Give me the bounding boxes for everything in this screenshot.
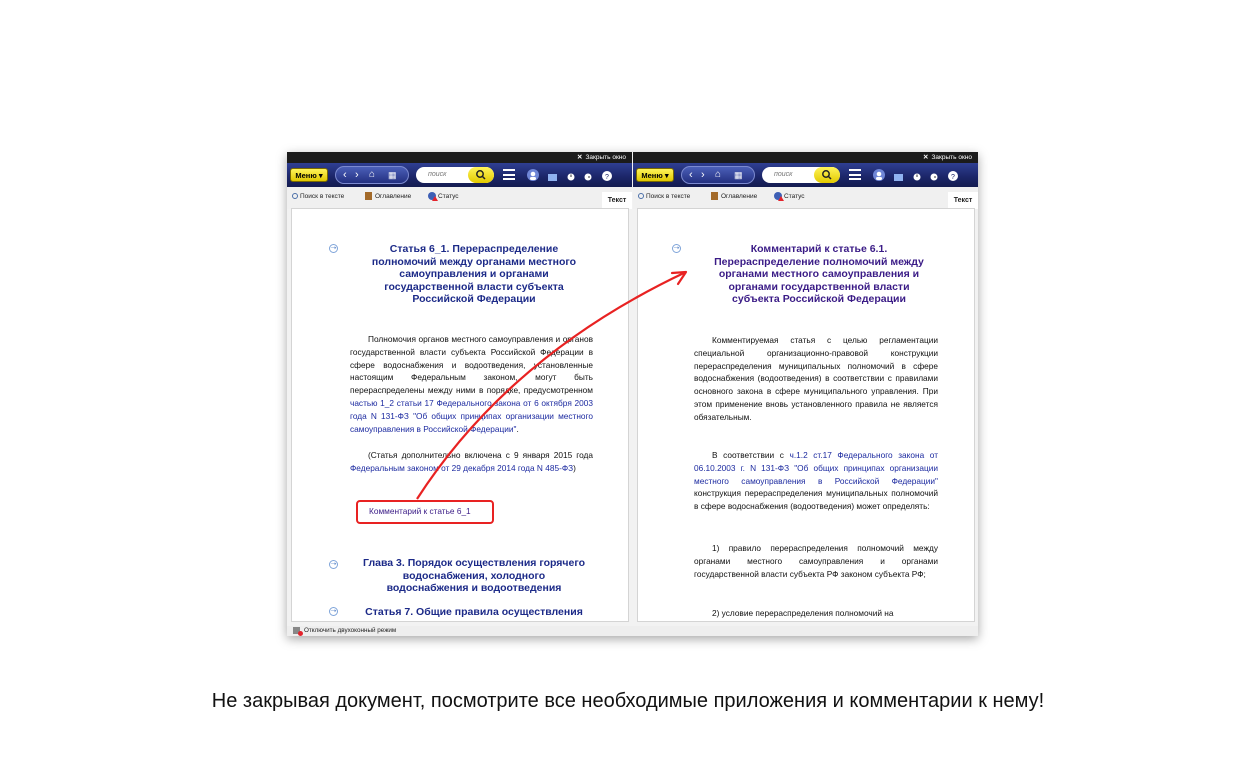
tabs-row xyxy=(287,187,632,209)
status-icon xyxy=(428,192,436,200)
next-article-heading: Статья 7. Общие правила осуществления xyxy=(365,606,583,618)
close-window-bar[interactable] xyxy=(287,152,632,163)
forward-icon[interactable]: › xyxy=(355,169,359,181)
comment-paragraph-2: В соответствии с ч.1.2 ст.17 Федерального закона от 06.10.2003 г. N 131-ФЗ "Об общих принципах организации местного самоуправления в Российской Федерации" конструкция перераспределения муниципальных полномочий в сфере водоснабжения (водоотведения) может определять: xyxy=(694,450,939,512)
menu-button[interactable]: Меню ▾ xyxy=(636,168,674,182)
user-icon[interactable] xyxy=(527,168,539,186)
search-input[interactable]: поиск xyxy=(774,171,793,178)
help-icon[interactable] xyxy=(602,168,612,186)
history-icon[interactable] xyxy=(930,168,938,186)
back-icon[interactable]: ‹ xyxy=(689,169,693,181)
home-icon[interactable]: ⌂ xyxy=(369,169,376,180)
search-input[interactable]: поиск xyxy=(428,171,447,178)
law-link[interactable]: частью 1_2 статьи 17 Федерального закона от 6 октября 2003 года N 131-ФЗ "Об общих принципах организации местного самоуправления в Российской Федерации" xyxy=(350,397,593,434)
svg-text:?: ? xyxy=(950,174,955,181)
arrow-right-icon[interactable]: ➝ xyxy=(330,245,337,252)
close-window-label[interactable]: Закрыть окно xyxy=(585,154,626,161)
right-pane xyxy=(633,152,978,626)
search-icon xyxy=(468,167,494,183)
search-box[interactable] xyxy=(416,167,494,183)
contents-tab[interactable]: Оглавление xyxy=(711,192,757,202)
app-screenshot xyxy=(287,152,978,636)
amendment-link[interactable]: Федеральным законом от 29 декабря 2014 года N 485-ФЗ xyxy=(350,462,574,473)
nav-group xyxy=(335,166,409,184)
article-paragraph: Полномочия органов местного самоуправления и органов государственной власти субъекта Российской Федерации в сфере водоснабжения и водоотведения, установленные настоящим Федеральным законом, могут быть перераспределены между ними в порядке, предусмотренном частью 1_2 статьи 17 Федерального закона от 6 октября 2003 года N 131-ФЗ "Об общих принципах организации местного самоуправления в Российской Федерации". xyxy=(350,334,593,434)
amendment-note: (Статья дополнительно включена с 9 января 2015 года Федеральным законом от 29 декабря 2014 года N 485-ФЗ) xyxy=(350,450,593,473)
search-box[interactable] xyxy=(762,167,840,183)
svg-text:?: ? xyxy=(604,174,609,181)
search-in-text-tab[interactable]: Поиск в тексте xyxy=(292,192,344,202)
left-pane xyxy=(287,152,632,626)
hamburger-icon[interactable] xyxy=(503,169,515,180)
help-icon[interactable] xyxy=(948,168,958,186)
tabs-row xyxy=(633,187,978,209)
toolbar xyxy=(287,163,632,187)
status-tab[interactable]: Статус xyxy=(774,192,805,202)
toolbar-icons xyxy=(873,168,963,182)
comment-paragraph-3: 1) правило перераспределения полномочий между органами местного самоуправления и органами государственной власти субъекта РФ законом субъекта РФ; xyxy=(694,543,938,579)
comment-heading: Комментарий к статье 6.1. Перераспределение полномочий между органами местного самоуправления и органами государственной власти субъекта Российской Федерации xyxy=(714,243,924,305)
text-tab[interactable]: Текст xyxy=(948,192,978,209)
law-link[interactable]: ч.1.2 ст.17 Федерального закона от 06.10.2003 г. N 131-ФЗ "Об общих принципах организации местного самоуправления в Российской Федерации" xyxy=(694,450,939,486)
search-button[interactable] xyxy=(468,167,494,183)
close-icon[interactable]: ✕ xyxy=(577,154,583,161)
book-icon xyxy=(711,192,718,200)
home-icon[interactable]: ⌂ xyxy=(715,169,722,180)
dual-window-icon[interactable] xyxy=(293,627,300,634)
highlight-box xyxy=(356,500,494,524)
menu-button[interactable]: Меню ▾ xyxy=(290,168,328,182)
text-tab[interactable]: Текст xyxy=(602,192,632,209)
history-icon[interactable] xyxy=(584,168,592,186)
grid-icon[interactable]: ▦ xyxy=(388,170,397,180)
status-bar xyxy=(287,626,978,636)
grid-icon[interactable]: ▦ xyxy=(734,170,743,180)
right-document xyxy=(637,208,975,622)
comment-paragraph-4: 2) условие перераспределения полномочий на xyxy=(712,608,894,618)
comment-paragraph-1: Комментируемая статья с целью регламентации специальной организационно-правовой конструкции перераспределения муниципальных полномочий в сфере водоснабжения (водоотведения) в соответствии с правилами основного закона в сфере муниципального управления. При этом применение вновь установленного правила не является обязательным. xyxy=(694,335,938,422)
comment-link[interactable]: Комментарий к статье 6_1 xyxy=(369,506,471,516)
clock-icon[interactable] xyxy=(567,168,575,186)
caption: Не закрывая документ, посмотрите все необходимые приложения и комментарии к нему! xyxy=(211,690,1045,712)
clock-icon[interactable] xyxy=(913,168,921,186)
back-icon[interactable]: ‹ xyxy=(343,169,347,181)
forward-icon[interactable]: › xyxy=(701,169,705,181)
hamburger-icon[interactable] xyxy=(849,169,861,180)
search-in-text-tab[interactable]: Поиск в тексте xyxy=(638,192,690,202)
search-icon xyxy=(814,167,840,183)
status-tab[interactable]: Статус xyxy=(428,192,459,202)
chapter-heading: Глава 3. Порядок осуществления горячего водоснабжения, холодного водоснабжения и водоотведения xyxy=(363,557,585,594)
close-icon[interactable]: ✕ xyxy=(923,154,929,161)
status-icon xyxy=(774,192,782,200)
mail-icon[interactable] xyxy=(894,168,903,186)
menu-label: Меню xyxy=(641,171,663,180)
toolbar-icons xyxy=(527,168,617,182)
close-window-bar[interactable] xyxy=(633,152,978,163)
article-heading: Статья 6_1. Перераспределение полномочий между органами местного самоуправления и органами государственной власти субъекта Российской Федерации xyxy=(371,243,577,305)
magnifier-icon xyxy=(292,193,298,199)
close-window-label[interactable]: Закрыть окно xyxy=(931,154,972,161)
user-icon[interactable] xyxy=(873,168,885,186)
mail-icon[interactable] xyxy=(548,168,557,186)
search-button[interactable] xyxy=(814,167,840,183)
left-document xyxy=(291,208,629,622)
disable-dual-mode-label[interactable]: Отключить двухоконный режим xyxy=(304,627,397,634)
magnifier-icon xyxy=(638,193,644,199)
arrow-right-icon[interactable]: ➝ xyxy=(673,245,680,252)
nav-group xyxy=(681,166,755,184)
arrow-right-icon[interactable]: ➝ xyxy=(330,608,337,615)
contents-tab[interactable]: Оглавление xyxy=(365,192,411,202)
book-icon xyxy=(365,192,372,200)
arrow-right-icon[interactable]: ➝ xyxy=(330,561,337,568)
toolbar xyxy=(633,163,978,187)
menu-label: Меню xyxy=(295,171,317,180)
